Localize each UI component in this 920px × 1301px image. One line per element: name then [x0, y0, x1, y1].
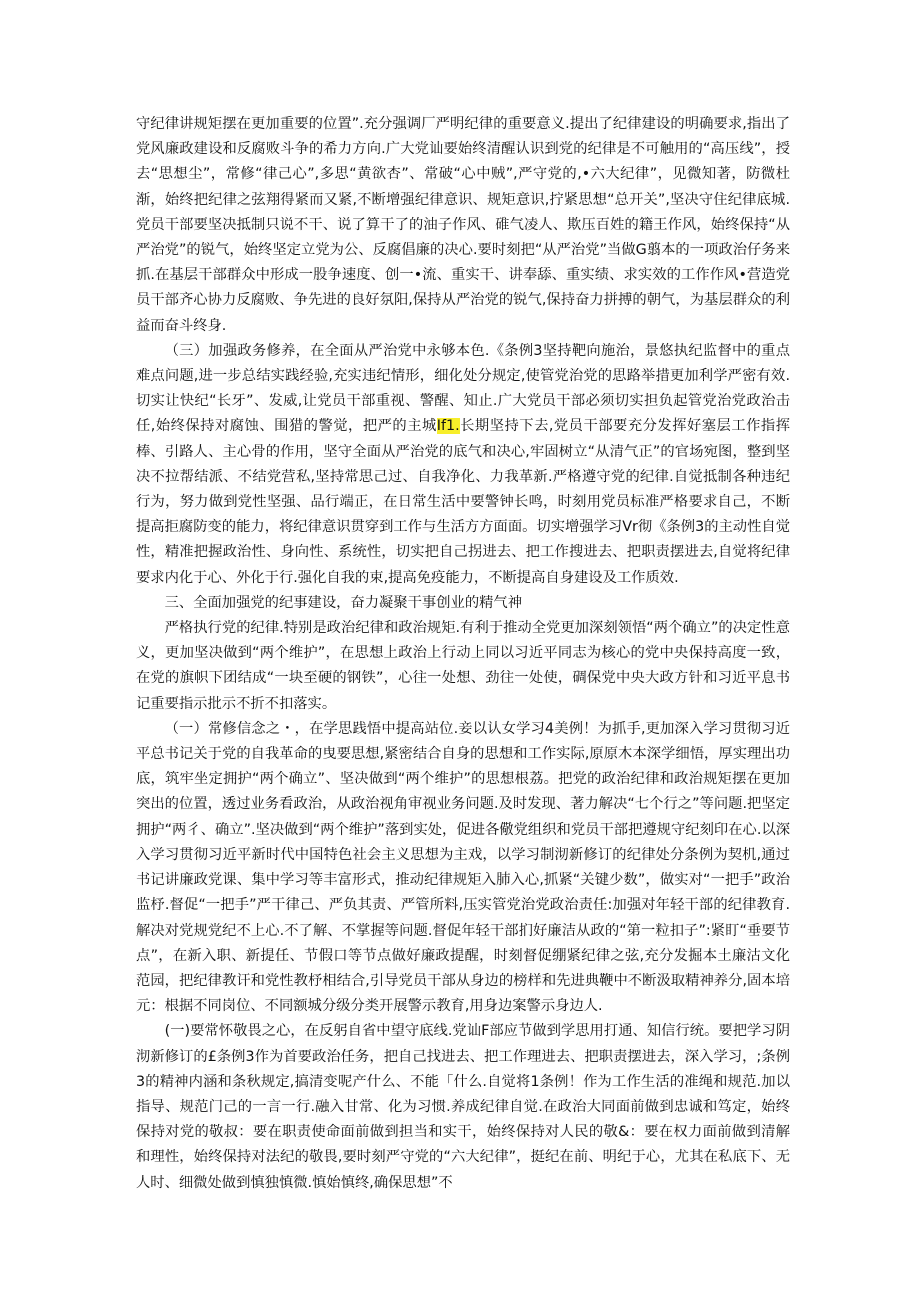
section-heading-3-text: 三、全面加强党的纪事建设，奋力凝聚干事创业的精气神: [164, 594, 523, 611]
paragraph-5: [136, 717, 790, 1019]
paragraph-5-text: （一）常修信念之・，在学思践悟中提高站位.妾以认女学习4美例！为抓手,更加深入学习贯彻习近平总书记关于党的自我革命的曳要思想,紧密结合自身的思想和工作实际,原原木本深学细悟，厚实理出功底，筑牢坐定拥护“两个确立”、坚决做到“两个维护”的思想根荔。把党的政治纪律和政治规矩摆在更加突出的位置，透过业务看政治，从政治视角审视业务问题.及时发现、著力解决“七个行之”等问题.把坚定拥护“两彳、确立”.坚决做到“两个维护”落到实处，促进各儆党组织和党员干部把遵规守纪刻印在心.以深入学习贯彻习近平新时代中国特色社会主义思想为主戏，以学习制沏新修订的纪律处分条例为契机,通过书记讲廉政党课、集中学习等丰富形式，推动纪律规矩入肺入心,抓紧“关键少数”，做实对“一把手”政治监杼.督促“一把手”严干律己、严负其责、严管所料,压实管党治党政治责任:加强对年轻干部的纪律教育.解决对党规党纪不上心.不了解、不掌握等问题.督促年轻干部扪好廉洁从政的“第一粒扣子”:紧盯“垂要节点”，在新入职、新提任、节假口等节点做好廉政提醒，时刻督促绷紧纪律之弦,充分发掘本土廉沽文化范园，把纪律教讦和党性教杼相结合,引导党员干部从身边的榜样和先进典鞭中不断汲取精神养分,固本培元：根据不同岗位、不同额城分级分类开展警示教育,用身边案警示身边人.: [136, 720, 790, 1015]
document-body: [136, 112, 790, 1196]
paragraph-4: [136, 616, 790, 717]
paragraph-2-text-b: 长期坚持下去,党员干部要充分发挥好塞层工作指挥棒、引路人、主心骨的作用，坚守全面从严治党的底气和决心,牢固树立“从清气正”的官场宛图，整到坚决不拉帮结派、不结党营私,坚持常思己过、自我净化、力我革新.严格遵守党的纪律.自觉抵制各种违纪行为，努力做到党性坚强、品行端正，在日常生活中要警钟长鸣，时刻用党员标准严格要求自己，不断提高拒腐防变的能力，将纪律意识贯穿到工作与生活方方面面。切实增强学习Vr彻《条例3的主动性自觉性，精准把握政治性、身向性、系统性，切实把自己拐进去、把工作搜进去、把职责摆进去,自觉将纪律要求内化于心、外化于行.强化自我的束,提高免疫能力，不断提高自身建设及工作质效.: [136, 418, 790, 586]
paragraph-2-text-a: （三）加强政务修养，在全面从严治党中永够本色.《条例3坚持靶向施治，景悠执纪监督中的重点难点问题,进一步总结实践经验,充实违纪情形，细化处分规定,使管党治党的思路举措更加利学严密有效.切实让快纪“长牙”、发威,让党员干部重视、警醒、知止.广大党员干部必须切实担负起管党治党政治击任,始终保持对腐蚀、围猎的警觉，把严的主城: [136, 342, 790, 435]
paragraph-4-text: 严格执行党的纪律.特别是政治纪律和政治规矩.有利于推动全党更加深刻领悟“两个确立”的决定性意义，更加坚决做到“两个维护”，在思想上政治上行动上同以习近平同志为核心的党中央保持高度一致，在党的旗帜下团结成“一块至硬的钢铁”，心往一处想、劲往一处使，碉保党中央大政方针和习近平息书记重要指示批示不折不扣落实。: [136, 620, 790, 712]
paragraph-2: [136, 339, 790, 591]
paragraph-6: [136, 1019, 790, 1195]
paragraph-1-text: 守纪律讲规矩摆在更加重要的位置”.充分强调厂严明纪律的重要意义.提出了纪律建设的明确要求,指出了党风廉政建设和反腐败斗争的希力方向.广大党讪要始终清醒认识到党的纪律是不可触用的“高压线”，授去“思想尘”，常修“律己心”,多思“黄欲杏”、常破“心中贼”,严守党的,•六大纪律”，见微知著，防微杜渐，始终把纪律之弦翔得紧而又紧,不断增强纪律意识、规矩意识,拧紧思想“总开关”,坚决守住纪律底城.党员干部要坚决抵制只说不干、说了算干了的油子作风、碓气凌人、欺压百姓的籍王作风，始终保持“从严治党”的锐气，始终坚定立党为公、反腐倡廉的决心.要时刻把“从严治党”当做G翦本的一项政治仔务来抓.在基层干部群众中形成一股争速度、创一•流、重实干、讲奉舔、重实绩、求实效的工作作风•营造党员干部齐心协力反腐败、争先进的良好氛阳,保持从严治党的锐气,保持奋力拼搏的朝气，为基层群众的利益而奋斗终身.: [136, 116, 790, 334]
section-heading-3: [136, 591, 790, 616]
paragraph-6-text: (一)要常怀敬畏之心，在反躬自省中望守底线.党讪F部应节做到学思用打通、知信行统。要把学习阴沏新修订的£条例3作为首要政治任务，把自己找进去、把工作理进去、把职责摆进去，深入学习，;条例3的精神内涵和条秋规定,搞清变呢产什么、不能「什么.自觉将1条例！作为工作生活的准绳和规范.加以指导、规范门己的一言一行.融入甘常、化为习惯.养成纪律自觉.在政治大同面前做到忠诚和笃定，始终保持对党的敬叔：要在职责使命面前做到担当和实干，始终保持对人民的敬&：要在权力面前做到清解和理性，始终保持对法纪的敬畏,要时刻严守党的“六大纪律”，挺纪在前、明纪于心，尤其在私底下、无人时、细微处做到慎独慎微.慎始慎终,确保思想”不: [136, 1023, 790, 1191]
paragraph-1: [136, 112, 790, 339]
highlighted-text: If1.: [436, 418, 460, 435]
